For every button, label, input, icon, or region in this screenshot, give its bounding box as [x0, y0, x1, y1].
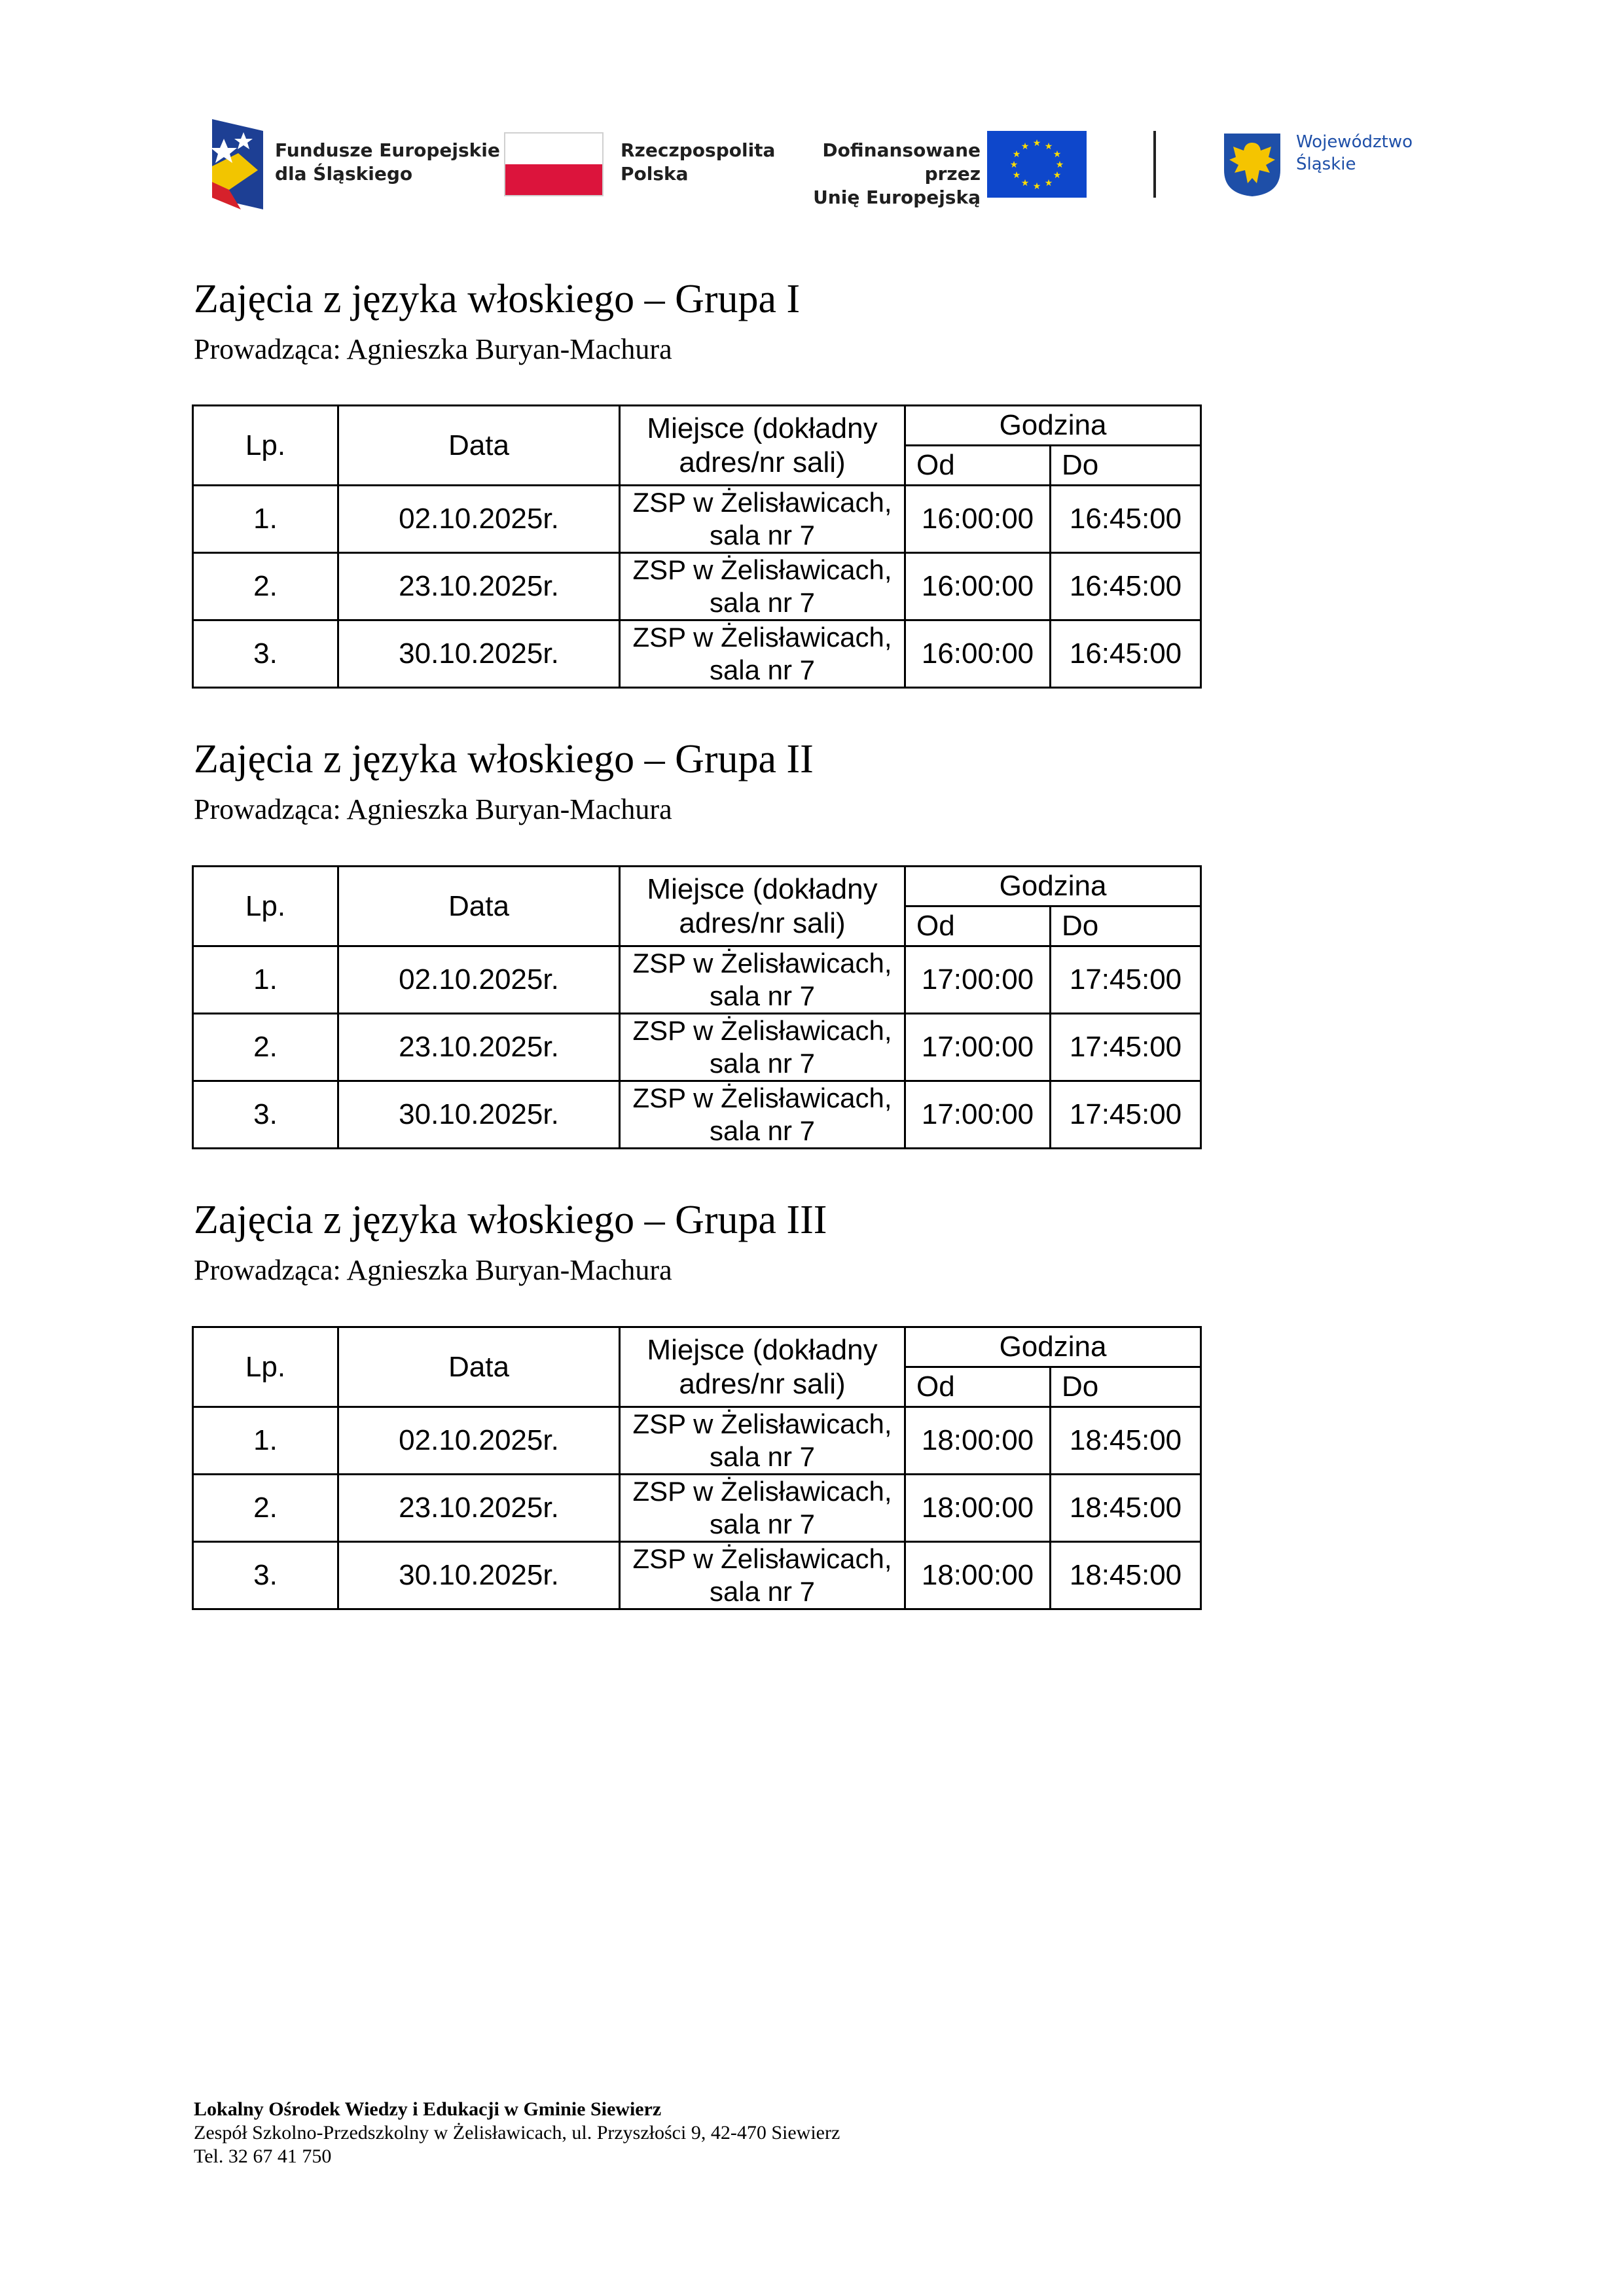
cell-date: 30.10.2025r.: [338, 1081, 620, 1149]
eu-logo-text: [793, 139, 981, 209]
cell-lp: 1.: [193, 946, 338, 1014]
header-do: Do: [1051, 446, 1201, 486]
table-row: [193, 946, 1201, 1014]
cell-from: 18:00:00: [905, 1407, 1051, 1475]
cell-lp: 2.: [193, 553, 338, 620]
place-line2: sala nr 7: [709, 1441, 816, 1472]
cell-from: 16:00:00: [905, 620, 1051, 688]
section-1-title: Zajęcia z języka włoskiego – Grupa I: [194, 277, 801, 321]
header-place: [620, 406, 905, 486]
header-data: Data: [338, 1327, 620, 1407]
cell-date: 23.10.2025r.: [338, 553, 620, 620]
cell-to: 16:45:00: [1051, 620, 1201, 688]
svg-text:★: ★: [1009, 160, 1019, 170]
footer-phone: Tel. 32 67 41 750: [194, 2145, 332, 2167]
header-place-line2: adres/nr sali): [679, 906, 846, 939]
table-row: [193, 1407, 1201, 1475]
cell-from: 18:00:00: [905, 1542, 1051, 1609]
logo-separator: [1153, 131, 1156, 198]
cell-lp: 3.: [193, 620, 338, 688]
cell-from: 16:00:00: [905, 486, 1051, 553]
header-do: Do: [1051, 1367, 1201, 1407]
schedule-table-group-3: [192, 1326, 1202, 1610]
cell-place: [620, 1407, 905, 1475]
place-line1: ZSP w Żelisławicach,: [632, 1083, 892, 1113]
header-od: Od: [905, 906, 1051, 946]
fe-logo-line1: Fundusze Europejskie: [275, 139, 500, 161]
table-row: [193, 1475, 1201, 1542]
header-lp: Lp.: [193, 867, 338, 946]
cell-date: 02.10.2025r.: [338, 486, 620, 553]
svg-text:★: ★: [1053, 170, 1062, 181]
place-line2: sala nr 7: [709, 1509, 816, 1539]
cell-place: [620, 1475, 905, 1542]
cell-from: 17:00:00: [905, 1081, 1051, 1149]
header-place-line1: Miejsce (dokładny: [647, 412, 878, 444]
cell-date: 30.10.2025r.: [338, 1542, 620, 1609]
cell-place: [620, 620, 905, 688]
table-row: [193, 1542, 1201, 1609]
place-line1: ZSP w Żelisławicach,: [632, 1408, 892, 1439]
cell-to: 16:45:00: [1051, 553, 1201, 620]
cell-date: 23.10.2025r.: [338, 1475, 620, 1542]
woj-logo-line1: Województwo: [1296, 132, 1413, 152]
header-od: Od: [905, 446, 1051, 486]
woj-logo-text: [1296, 131, 1413, 175]
place-line1: ZSP w Żelisławicach,: [632, 1476, 892, 1507]
place-line1: ZSP w Żelisławicach,: [632, 948, 892, 978]
header-godzina: Godzina: [905, 1327, 1201, 1367]
cell-date: 02.10.2025r.: [338, 946, 620, 1014]
cell-lp: 3.: [193, 1081, 338, 1149]
header-data: Data: [338, 867, 620, 946]
section-3-teacher: Prowadząca: Agnieszka Buryan-Machura: [194, 1254, 672, 1286]
cell-lp: 2.: [193, 1475, 338, 1542]
place-line2: sala nr 7: [709, 1048, 816, 1079]
place-line1: ZSP w Żelisławicach,: [632, 1543, 892, 1574]
svg-text:★: ★: [1012, 149, 1021, 160]
eu-logo-line2: Unię Europejską: [813, 187, 981, 208]
table-row: [193, 553, 1201, 620]
header-place: [620, 867, 905, 946]
cell-from: 16:00:00: [905, 553, 1051, 620]
cell-date: 30.10.2025r.: [338, 620, 620, 688]
cell-place: [620, 946, 905, 1014]
cell-to: 16:45:00: [1051, 486, 1201, 553]
svg-text:★: ★: [1032, 138, 1041, 149]
pl-logo-line1: Rzeczpospolita: [621, 139, 776, 161]
place-line2: sala nr 7: [709, 1115, 816, 1146]
header-place-line1: Miejsce (dokładny: [647, 872, 878, 905]
table-row: [193, 1081, 1201, 1149]
place-line2: sala nr 7: [709, 980, 816, 1011]
cell-from: 17:00:00: [905, 946, 1051, 1014]
cell-date: 23.10.2025r.: [338, 1014, 620, 1081]
cell-place: [620, 486, 905, 553]
section-2-teacher: Prowadząca: Agnieszka Buryan-Machura: [194, 793, 672, 825]
schedule-table-group-2: [192, 865, 1202, 1149]
svg-text:★: ★: [1044, 178, 1053, 188]
cell-from: 17:00:00: [905, 1014, 1051, 1081]
cell-lp: 1.: [193, 1407, 338, 1475]
wojewodztwo-slaskie-eagle-icon: [1221, 131, 1283, 198]
cell-date: 02.10.2025r.: [338, 1407, 620, 1475]
cell-to: 18:45:00: [1051, 1475, 1201, 1542]
header-lp: Lp.: [193, 1327, 338, 1407]
cell-lp: 3.: [193, 1542, 338, 1609]
svg-text:★: ★: [1012, 170, 1021, 181]
logo-bar: [0, 111, 1624, 216]
cell-to: 18:45:00: [1051, 1542, 1201, 1609]
place-line1: ZSP w Żelisławicach,: [632, 487, 892, 518]
cell-to: 18:45:00: [1051, 1407, 1201, 1475]
section-2-title: Zajęcia z języka włoskiego – Grupa II: [194, 737, 814, 781]
svg-text:★: ★: [1053, 149, 1062, 160]
fundusze-europejskie-logo: [212, 119, 263, 209]
place-line1: ZSP w Żelisławicach,: [632, 554, 892, 585]
place-line1: ZSP w Żelisławicach,: [632, 622, 892, 653]
cell-place: [620, 1542, 905, 1609]
header-lp: Lp.: [193, 406, 338, 486]
svg-text:★: ★: [1055, 160, 1064, 170]
pl-logo-text: [621, 139, 775, 186]
svg-text:★: ★: [1044, 141, 1053, 152]
eu-flag-icon: [987, 131, 1087, 198]
header-godzina: Godzina: [905, 406, 1201, 446]
footer: [194, 2098, 840, 2168]
svg-text:★: ★: [1020, 178, 1030, 188]
cell-to: 17:45:00: [1051, 946, 1201, 1014]
cell-place: [620, 1081, 905, 1149]
header-place: [620, 1327, 905, 1407]
table-row: [193, 1014, 1201, 1081]
place-line2: sala nr 7: [709, 520, 816, 550]
fe-logo-text: [275, 139, 500, 186]
cell-to: 17:45:00: [1051, 1014, 1201, 1081]
header-od: Od: [905, 1367, 1051, 1407]
section-3-title: Zajęcia z języka włoskiego – Grupa III: [194, 1198, 827, 1242]
section-1-teacher: Prowadząca: Agnieszka Buryan-Machura: [194, 333, 672, 365]
svg-text:★: ★: [1032, 181, 1041, 192]
header-place-line2: adres/nr sali): [679, 1367, 846, 1400]
fe-logo-line2: dla Śląskiego: [275, 163, 413, 185]
header-godzina: Godzina: [905, 867, 1201, 906]
cell-lp: 2.: [193, 1014, 338, 1081]
header-place-line1: Miejsce (dokładny: [647, 1333, 878, 1366]
table-row: [193, 486, 1201, 553]
cell-place: [620, 1014, 905, 1081]
place-line2: sala nr 7: [709, 655, 816, 685]
footer-address: Zespół Szkolno-Przedszkolny w Żelisławicach, ul. Przyszłości 9, 42-470 Siewierz: [194, 2122, 840, 2144]
woj-logo-line2: Śląskie: [1296, 154, 1356, 174]
cell-lp: 1.: [193, 486, 338, 553]
cell-place: [620, 553, 905, 620]
table-row: [193, 620, 1201, 688]
footer-org: Lokalny Ośrodek Wiedzy i Edukacji w Gminie Siewierz: [194, 2098, 662, 2120]
svg-text:★: ★: [1020, 141, 1030, 152]
header-data: Data: [338, 406, 620, 486]
cell-from: 18:00:00: [905, 1475, 1051, 1542]
polish-flag-icon: [504, 132, 604, 196]
header-do: Do: [1051, 906, 1201, 946]
place-line1: ZSP w Żelisławicach,: [632, 1015, 892, 1046]
cell-to: 17:45:00: [1051, 1081, 1201, 1149]
place-line2: sala nr 7: [709, 587, 816, 618]
schedule-table-group-1: [192, 404, 1202, 689]
header-place-line2: adres/nr sali): [679, 446, 846, 478]
pl-logo-line2: Polska: [621, 163, 689, 185]
place-line2: sala nr 7: [709, 1576, 816, 1607]
eu-logo-line1: Dofinansowane przez: [822, 139, 981, 185]
